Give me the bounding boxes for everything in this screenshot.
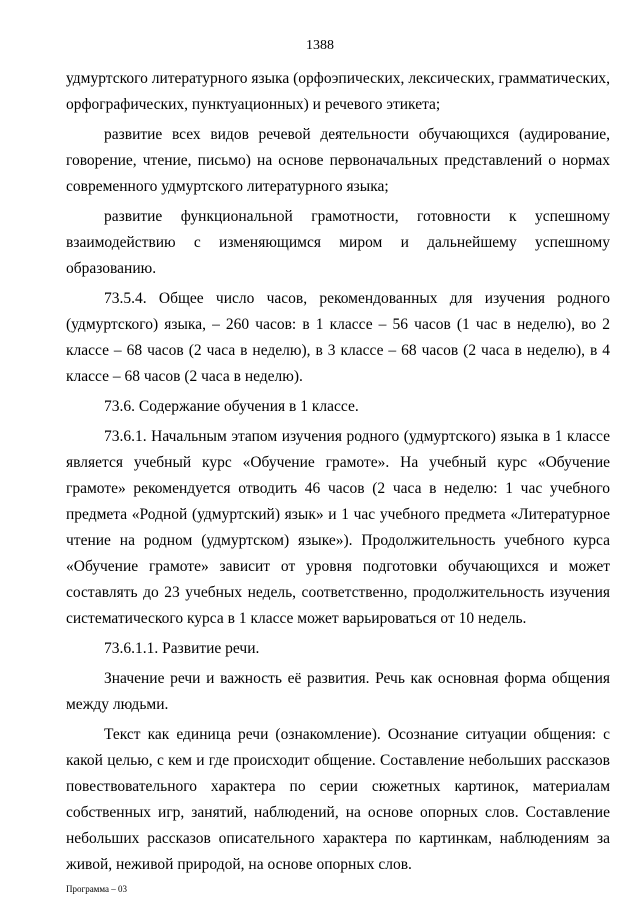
paragraph-functional-literacy: развитие функциональной грамотности, готовности к успешному взаимодействию с изменяющимся миром и дальнейшему успешному образованию.: [66, 208, 610, 277]
paragraph-text-unit: Текст как единица речи (ознакомление). Осознание ситуации общения: с какой целью, с кем и где происходит общение. Составление небольших рассказов повествовательного характера по серии сюжетных картинок, материалам собственных игр, занятий, наблюдений, на основе опорных слов. Составление небольших рассказов описательного характера по картинкам, наблюдениям за живой, неживой природой, на основе опорных слов.: [66, 726, 610, 873]
section-heading-speech: 73.6.1.1. Развитие речи.: [104, 640, 260, 657]
document-body: [66, 66, 610, 882]
paragraph-literacy-course: 73.6.1. Начальным этапом изучения родного (удмуртского) языка в 1 классе является учебный курс «Обучение грамоте». На учебный курс «Обучение грамоте» рекомендуется отводить 46 часов (2 часа в неделю: 1 час учебного предмета «Родной (удмуртский) язык» и 1 час учебного предмета «Литературное чтение на родном (удмуртском) языке»). Продолжительность учебного курса «Обучение грамоте» зависит от уровня подготовки обучающихся и может составлять до 23 учебных недель, соответственно, продолжительность изучения систематического курса в 1 классе может варьироваться от 10 недель.: [66, 428, 610, 627]
paragraph-speech-importance: Значение речи и важность её развития. Речь как основная форма общения между людьми.: [66, 670, 610, 713]
paragraph-continuation: удмуртского литературного языка (орфоэпических, лексических, грамматических, орфографических, пунктуационных) и речевого этикета;: [66, 70, 610, 113]
page-number: 1388: [306, 38, 334, 53]
page-footer: Программа – 03: [66, 884, 128, 894]
paragraph-speech-activity: развитие всех видов речевой деятельности обучающихся (аудирование, говорение, чтение, письмо) на основе первоначальных представлений о нормах современного удмуртского литературного языка;: [66, 126, 610, 195]
section-heading-content: 73.6. Содержание обучения в 1 классе.: [104, 398, 359, 415]
paragraph-total-hours: 73.5.4. Общее число часов, рекомендованных для изучения родного (удмуртского) языка, – 260 часов: в 1 классе – 56 часов (1 час в неделю), во 2 классе – 68 часов (2 часа в неделю), в 3 классе – 68 часов (2 часа в неделю), в 4 классе – 68 часов (2 часа в неделю).: [66, 290, 610, 385]
